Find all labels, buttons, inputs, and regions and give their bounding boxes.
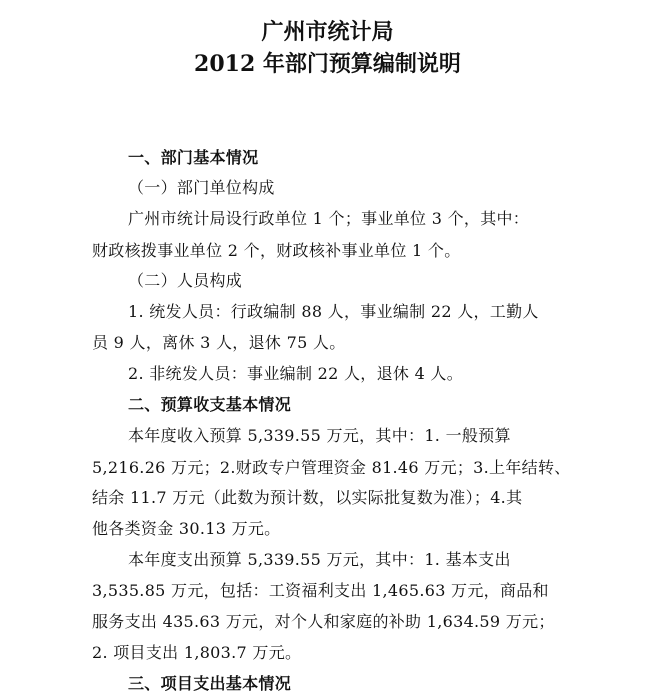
paragraph-line: 员 9 人，离休 3 人，退休 75 人。	[92, 333, 346, 352]
paragraph-line: 2. 非统发人员：事业编制 22 人，退休 4 人。	[128, 364, 464, 383]
paragraph-line: 3,535.85 万元，包括：工资福利支出 1,465.63 万元，商品和	[92, 581, 549, 600]
subsection-heading-1-1: （一）部门单位构成	[128, 178, 275, 197]
section-heading-2: 二、预算收支基本情况	[128, 395, 292, 414]
document-title-main: 2012 年部门预算编制说明	[194, 51, 461, 77]
paragraph-line: 本年度支出预算 5,339.55 万元，其中：1. 基本支出	[128, 550, 511, 569]
document-title-org: 广州市统计局	[261, 19, 394, 45]
paragraph-line: 广州市统计局设行政单位 1 个；事业单位 3 个，其中：	[128, 209, 530, 228]
paragraph-line: 结余 11.7 万元（此数为预计数，以实际批复数为准）；4.其	[92, 488, 523, 507]
paragraph-line: 1. 统发人员：行政编制 88 人，事业编制 22 人，工勤人	[128, 302, 539, 321]
section-heading-3: 三、项目支出基本情况	[128, 674, 292, 693]
section-heading-1: 一、部门基本情况	[128, 148, 259, 167]
paragraph-line: 2. 项目支出 1,803.7 万元。	[92, 643, 302, 662]
paragraph-line: 服务支出 435.63 万元，对个人和家庭的补助 1,634.59 万元；	[92, 612, 555, 631]
paragraph-line: 他各类资金 30.13 万元。	[92, 519, 281, 538]
paragraph-line: 5,216.26 万元；2.财政专户管理资金 81.46 万元；3.上年结转、	[92, 458, 571, 477]
paragraph-line: 本年度收入预算 5,339.55 万元，其中：1. 一般预算	[128, 426, 511, 445]
paragraph-line: 财政核拨事业单位 2 个，财政核补事业单位 1 个。	[92, 241, 461, 260]
subsection-heading-1-2: （二）人员构成	[128, 271, 243, 290]
